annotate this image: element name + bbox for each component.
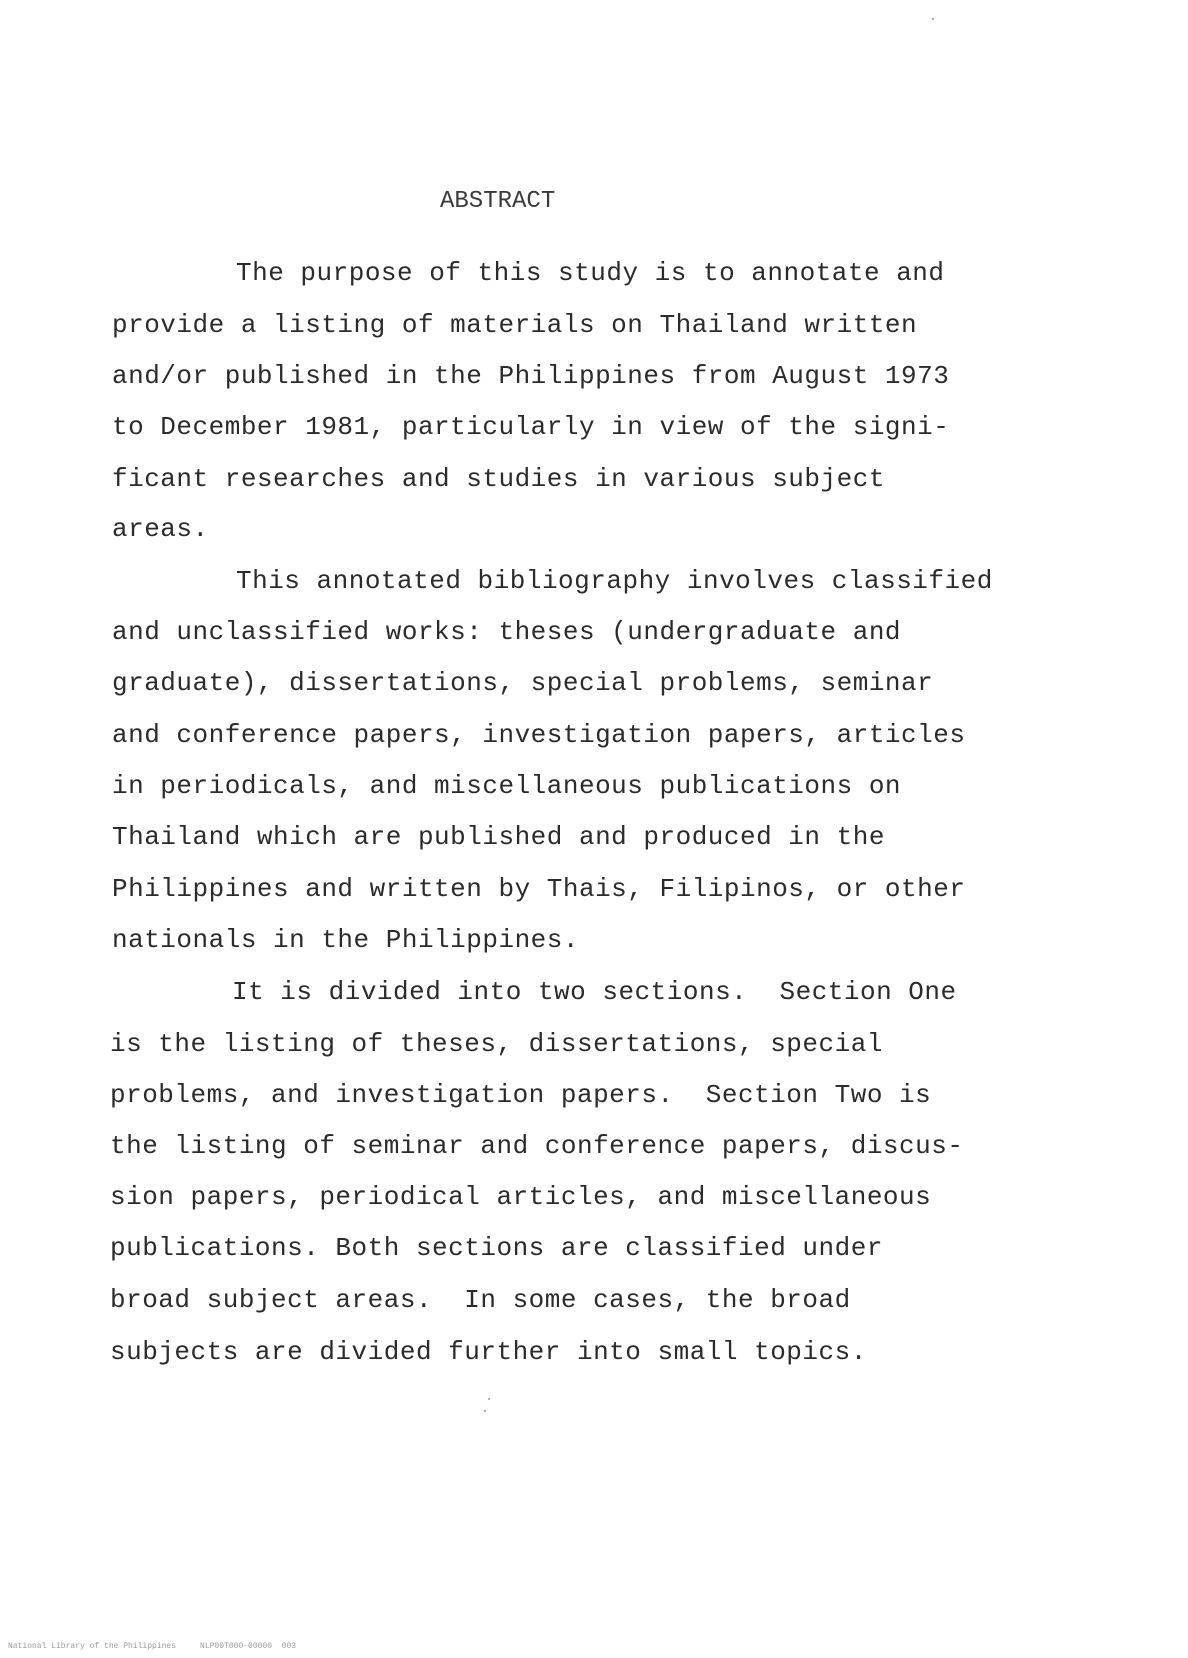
scan-speck	[488, 1398, 490, 1400]
text-line: is the listing of theses, dissertations, special	[110, 1029, 883, 1059]
scan-footer: National Library of the Philippines NLP00T000-00000 003	[8, 1642, 297, 1651]
text-line: publications. Both sections are classified under	[110, 1233, 883, 1263]
text-line: Philippines and written by Thais, Filipinos, or other	[112, 874, 966, 904]
text-line: problems, and investigation papers. Section Two is	[110, 1080, 932, 1110]
text-line: and conference papers, investigation papers, articles	[112, 720, 966, 750]
text-line: This annotated bibliography involves classified	[236, 566, 993, 596]
page-title: ABSTRACT	[440, 188, 556, 215]
text-line: The purpose of this study is to annotate and	[236, 258, 945, 288]
text-line: subjects are divided further into small topics.	[110, 1337, 867, 1367]
text-line: and unclassified works: theses (undergraduate and	[112, 617, 902, 647]
text-line: sion papers, periodical articles, and miscellaneous	[110, 1182, 932, 1212]
text-line: broad subject areas. In some cases, the broad	[110, 1285, 851, 1315]
text-line: Thailand which are published and produced in the	[112, 822, 885, 852]
text-line: areas.	[112, 514, 209, 544]
scan-speck	[484, 1410, 486, 1412]
text-line: It is divided into two sections. Section One	[232, 977, 957, 1007]
text-line: ficant researches and studies in various subject	[112, 464, 885, 494]
text-line: and/or published in the Philippines from August 1973	[112, 361, 950, 391]
text-line: in periodicals, and miscellaneous publications on	[112, 771, 902, 801]
text-line: nationals in the Philippines.	[112, 925, 579, 955]
text-line: the listing of seminar and conference papers, discus-	[110, 1131, 964, 1161]
text-line: graduate), dissertations, special problems, seminar	[112, 668, 934, 698]
scan-speck	[932, 18, 934, 20]
text-line: provide a listing of materials on Thailand written	[112, 310, 918, 340]
text-line: to December 1981, particularly in view of the signi-	[112, 412, 950, 442]
